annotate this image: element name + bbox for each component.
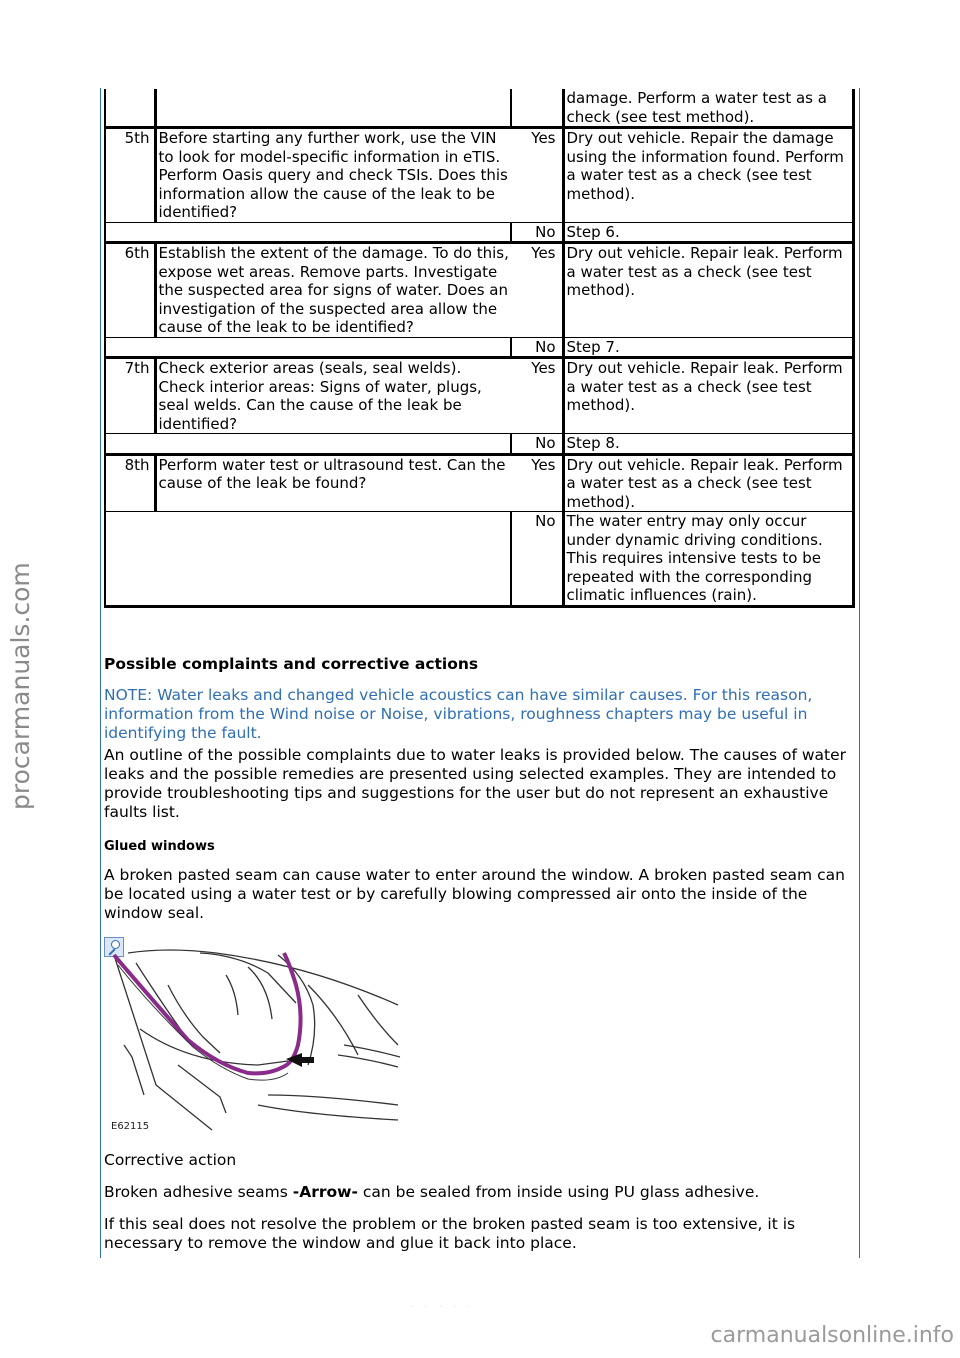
action-cell: The water entry may only occur under dynamic driving conditions. This requires intensive tests to be repeated with the corresponding climatic influences (rain). — [563, 512, 854, 607]
intro-paragraph: An outline of the possible complaints due to water leaks is provided below. The causes of water leaks and the possible remedies are presented using selected examples. They are intended to provide troubleshooting tips and suggestions for the user but do not represent an exhaustive faults list. — [104, 746, 847, 821]
footer-watermark: carmanualsonline.info — [710, 1323, 954, 1348]
action-cell: Dry out vehicle. Repair the damage using the information found. Perform a water test as a check (see test method). — [563, 128, 854, 223]
empty-cell — [155, 89, 511, 128]
table-row — [105, 128, 854, 223]
action-cell: damage. Perform a water test as a check (see test method). — [563, 89, 854, 128]
action-cell: Step 8. — [563, 434, 854, 455]
empty-cell — [105, 89, 155, 128]
empty-cell — [105, 337, 511, 358]
question-cell: Perform water test or ultrasound test. Can the cause of the leak be found? — [155, 454, 511, 512]
empty-cell — [105, 222, 511, 243]
paragraph-remove-window: If this seal does not resolve the problem or the broken pasted seam is too extensive, it is necessary to remove the window and glue it back into place. — [104, 1215, 796, 1252]
action-cell: Step 6. — [563, 222, 854, 243]
right-margin-line — [859, 88, 860, 1258]
paragraph-corrective: Broken adhesive seams -Arrow- can be sealed from inside using PU glass adhesive. — [104, 1183, 760, 1201]
answer-cell: No — [511, 512, 563, 607]
answer-cell: Yes — [511, 128, 563, 223]
note-text: NOTE: Water leaks and changed vehicle acoustics can have similar causes. For this reason, information from the Wind noise or Noise, vibrations, roughness chapters may be useful in identifying the fault. — [104, 686, 813, 742]
answer-cell: No — [511, 434, 563, 455]
diagnostic-table — [104, 89, 855, 608]
question-cell: Check exterior areas (seals, seal welds). Check interior areas: Signs of water, plugs, seal welds. Can the cause of the leak be identified? — [155, 358, 511, 434]
action-cell: Step 7. — [563, 337, 854, 358]
table-row — [105, 222, 854, 243]
answer-cell: No — [511, 222, 563, 243]
answer-cell: Yes — [511, 358, 563, 434]
empty-cell — [105, 512, 511, 607]
window-seam-figure — [108, 945, 408, 1135]
action-cell: Dry out vehicle. Repair leak. Perform a water test as a check (see test method). — [563, 358, 854, 434]
answer-cell: Yes — [511, 454, 563, 512]
table-row — [105, 454, 854, 512]
table-row — [105, 434, 854, 455]
step-number: 6th — [105, 243, 155, 338]
paragraph-broken-seam: A broken pasted seam can cause water to enter around the window. A broken pasted seam can be located using a water test or by carefully blowing compressed air onto the inside of the window seal. — [104, 866, 845, 922]
action-cell: Dry out vehicle. Repair leak. Perform a water test as a check (see test method). — [563, 454, 854, 512]
figure-label: E62115 — [111, 1121, 150, 1132]
step-number: 5th — [105, 128, 155, 223]
faint-page-number: · · · · · — [410, 1302, 475, 1313]
table-row — [105, 337, 854, 358]
table-row — [105, 512, 854, 607]
question-cell: Establish the extent of the damage. To do this, expose wet areas. Remove parts. Investigate the suspected area for signs of water. Does an investigation of the suspected area allow the cause of the leak to be identified? — [155, 243, 511, 338]
answer-cell: No — [511, 337, 563, 358]
answer-cell: Yes — [511, 243, 563, 338]
corrective-label: Corrective action — [104, 1151, 237, 1169]
subheading-glued-windows: Glued windows — [104, 839, 215, 854]
table-row — [105, 243, 854, 338]
side-watermark: procarmanuals.com — [6, 562, 35, 810]
left-margin-line — [100, 88, 101, 1258]
step-number: 7th — [105, 358, 155, 434]
table-row — [105, 89, 854, 128]
step-number: 8th — [105, 454, 155, 512]
table-row — [105, 358, 854, 434]
question-cell: Before starting any further work, use the VIN to look for model-specific information in eTIS. Perform Oasis query and check TSIs. Does this information allow the cause of the leak to be identified? — [155, 128, 511, 223]
empty-cell — [105, 434, 511, 455]
answer-cell — [511, 89, 563, 128]
action-cell: Dry out vehicle. Repair leak. Perform a water test as a check (see test method). — [563, 243, 854, 338]
section-heading: Possible complaints and corrective actions — [104, 655, 479, 673]
